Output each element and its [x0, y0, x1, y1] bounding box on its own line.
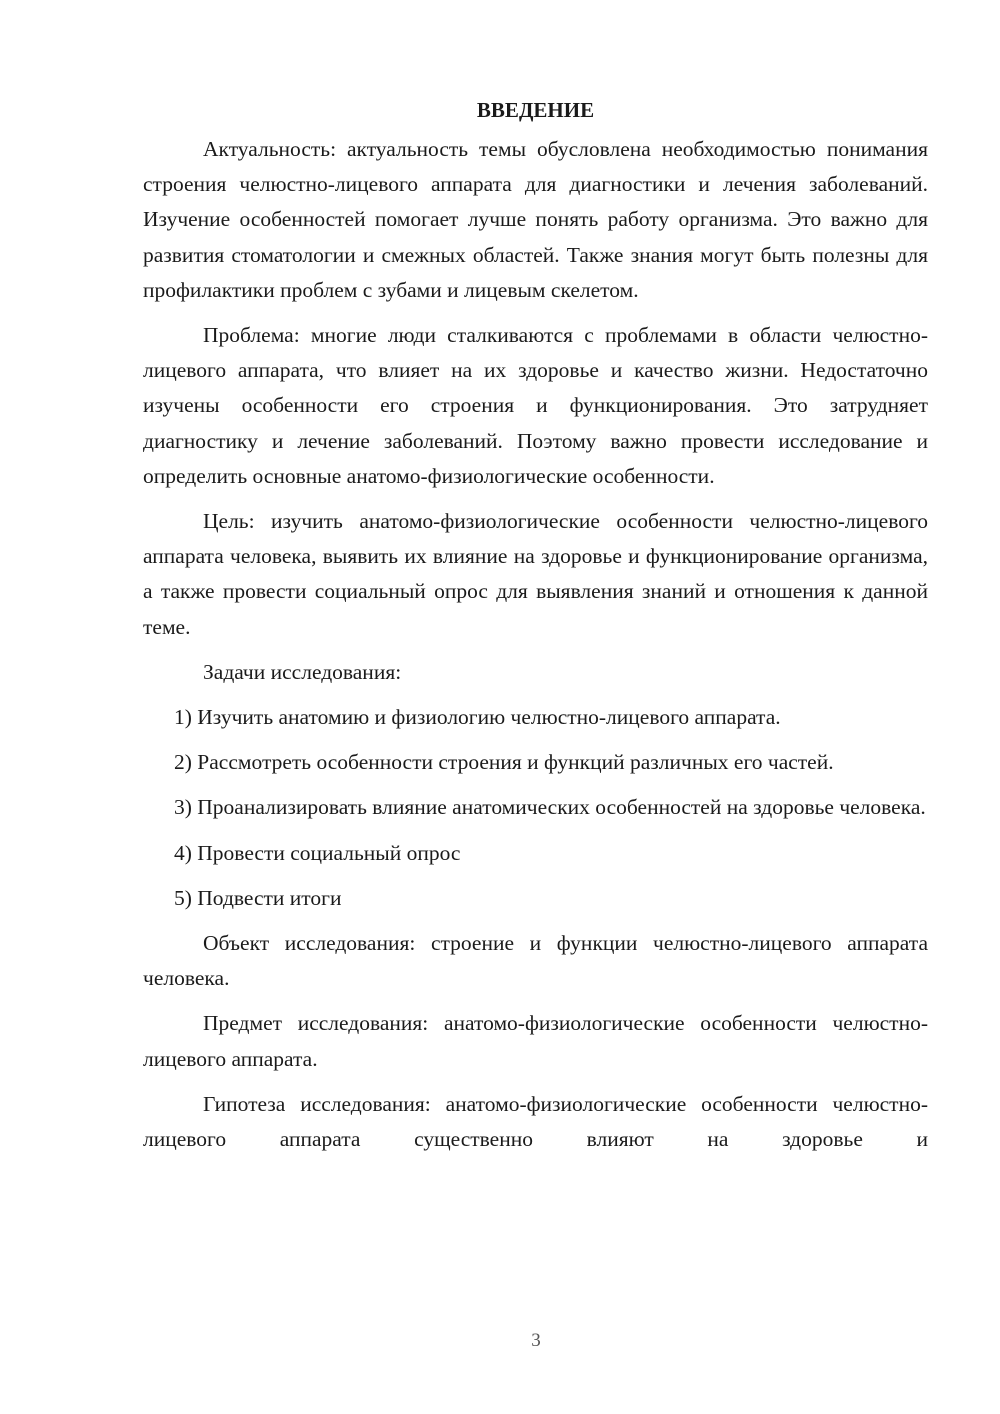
task-item: 2) Рассмотреть особенности строения и функций различных его частей. — [174, 750, 834, 775]
paragraph-tasks-heading: Задачи исследования: — [203, 659, 402, 684]
task-item: 4) Провести социальный опрос — [174, 840, 461, 865]
paragraph-object: Объект исследования: строение и функции челюстно-лицевого аппарата человека. — [143, 931, 928, 991]
section-title: ВВЕДЕНИЕ — [476, 98, 595, 122]
paragraph-relevance: Актуальность: актуальность темы обусловлена необходимостью понимания строения челюстно-лицевого аппарата для диагностики и лечения заболеваний. Изучение особенностей помогает лучше понять работу организма. Это важно для развития стоматологии и смежных областей. Также знания могут быть полезны для профилактики проблем с зубами и лицевым скелетом. — [143, 137, 928, 302]
task-item: 5) Подвести итоги — [174, 885, 342, 910]
document-page — [143, 93, 928, 1157]
paragraph-hypothesis: Гипотеза исследования: анатомо-физиологические особенности челюстно-лицевого аппарата существенно влияют на здоровье и — [143, 1091, 928, 1152]
task-item: 3) Проанализировать влияние анатомических особенностей на здоровье человека. — [174, 795, 926, 820]
paragraph-goal: Цель: изучить анатомо-физиологические особенности челюстно-лицевого аппарата человека, выявить их влияние на здоровье и функционирование организма, а также провести социальный опрос для выявления знаний и отношения к данной теме. — [143, 509, 928, 639]
paragraph-subject: Предмет исследования: анатомо-физиологические особенности челюстно-лицевого аппарата. — [143, 1011, 928, 1071]
paragraph-problem: Проблема: многие люди сталкиваются с проблемами в области челюстно-лицевого аппарата, что влияет на их здоровье и качество жизни. Недостаточно изучены особенности его строения и функционирования. Это затрудняет диагностику и лечение заболеваний. Поэтому важно провести исследование и определить основные анатомо-физиологические особенности. — [143, 323, 928, 488]
page-number: 3 — [531, 1330, 541, 1351]
task-item: 1) Изучить анатомию и физиологию челюстно-лицевого аппарата. — [174, 705, 781, 730]
